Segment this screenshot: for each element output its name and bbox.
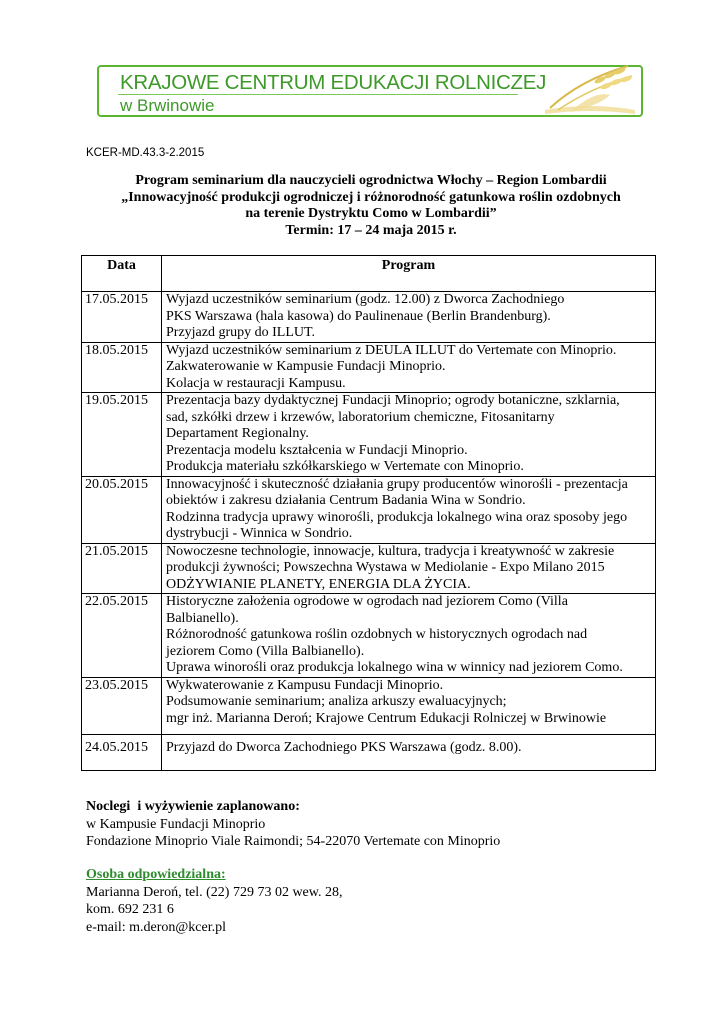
program-line: dystrybucji - Winnica w Sondrio. xyxy=(166,526,353,541)
column-header-program: Program xyxy=(162,256,656,292)
responsible-line: kom. 692 231 6 xyxy=(86,902,174,917)
row-program xyxy=(162,734,656,770)
table-row xyxy=(82,543,656,594)
program-line: jeziorem Como (Villa Balbianello). xyxy=(166,643,365,659)
table-row xyxy=(82,734,656,770)
header-title: KRAJOWE CENTRUM EDUKACJI ROLNICZEJ xyxy=(120,71,547,94)
row-program xyxy=(162,292,656,343)
program-line: Rodzinna tradycja uprawy winorośli, produkcja lokalnego wina oraz sposoby jego xyxy=(166,509,628,525)
program-table xyxy=(81,255,656,771)
program-line: Nowoczesne technologie, innowacje, kultura, tradycja i kreatywność w zakresie xyxy=(166,543,615,559)
program-line: Innowacyjność i skuteczność działania grupy producentów winorośli - prezentacja xyxy=(166,476,628,492)
header-subtitle: w Brwinowie xyxy=(120,96,215,115)
column-header-date: Data xyxy=(82,256,162,292)
row-date: 19.05.2015 xyxy=(82,393,162,477)
row-program xyxy=(162,594,656,678)
program-line: Uprawa winorośli oraz produkcja lokalnego wina w winnicy nad jeziorem Como. xyxy=(166,660,623,675)
program-line: Różnorodność gatunkowa roślin ozdobnych w historycznych ogrodach nad xyxy=(166,627,588,642)
table-row xyxy=(82,677,656,734)
program-line: PKS Warszawa (hala kasowa) do Paulinenaue (Berlin Brandenburg). xyxy=(166,308,551,324)
table-row xyxy=(82,393,656,477)
responsible-section xyxy=(86,866,342,936)
row-date: 24.05.2015 xyxy=(82,734,162,770)
table-row xyxy=(82,292,656,343)
title-line: Program seminarium dla nauczycieli ogrodnictwa Włochy – Region Lombardii xyxy=(135,173,607,188)
table-row xyxy=(82,476,656,543)
lodging-section xyxy=(86,798,500,851)
title-line: „Innowacyjność produkcji ogrodniczej i różnorodność gatunkowa roślin ozdobnych xyxy=(121,189,621,205)
responsible-email: e-mail: m.deron@kcer.pl xyxy=(86,919,227,935)
program-line: Wyjazd uczestników seminarium (godz. 12.00) z Dworca Zachodniego xyxy=(166,292,565,307)
program-line: Podsumowanie seminarium; analiza arkuszy ewaluacyjnych; xyxy=(166,694,507,709)
program-line: Produkcja materiału szkółkarskiego w Vertemate con Minoprio. xyxy=(166,459,524,474)
row-program xyxy=(162,393,656,477)
program-line: produkcji żywności; Powszechna Wystawa w Mediolanie - Expo Milano 2015 xyxy=(166,560,605,575)
program-line: Prezentacja bazy dydaktycznej Fundacji Minoprio; ogrody botaniczne, szklarnia, xyxy=(166,393,620,408)
program-line: Przyjazd do Dworca Zachodniego PKS Warszawa (godz. 8.00). xyxy=(166,739,522,755)
program-line: Wyjazd uczestników seminarium z DEULA ILLUT do Vertemate con Minoprio. xyxy=(166,342,617,358)
program-line: obiektów i zakresu działania Centrum Badania Wina w Sondrio. xyxy=(166,493,526,508)
program-line: Wykwaterowanie z Kampusu Fundacji Minoprio. xyxy=(166,677,444,693)
lodging-line: w Kampusie Fundacji Minoprio xyxy=(86,816,266,832)
page-title xyxy=(86,173,656,239)
program-line: ODŻYWIANIE PLANETY, ENERGIA DLA ŻYCIA. xyxy=(166,576,471,592)
row-date: 17.05.2015 xyxy=(82,292,162,343)
row-date: 18.05.2015 xyxy=(82,342,162,393)
program-line: mgr inż. Marianna Deroń; Krajowe Centrum Edukacji Rolniczej w Brwinowie xyxy=(166,710,607,726)
program-line: Kolacja w restauracji Kampusu. xyxy=(166,375,346,391)
row-program xyxy=(162,543,656,594)
lodging-heading: Noclegi i wyżywienie zaplanowano: xyxy=(86,799,300,814)
program-line: Departament Regionalny. xyxy=(166,426,309,441)
title-date-line: Termin: 17 – 24 maja 2015 r. xyxy=(285,222,457,238)
program-line: Przyjazd grupy do ILLUT. xyxy=(166,325,316,340)
responsible-label: Osoba odpowiedzialna: xyxy=(86,867,226,882)
row-date: 23.05.2015 xyxy=(82,677,162,734)
program-line: Zakwaterowanie w Kampusie Fundacji Minoprio. xyxy=(166,359,446,374)
row-date: 20.05.2015 xyxy=(82,476,162,543)
table-header-row xyxy=(82,256,656,292)
row-program xyxy=(162,476,656,543)
row-date: 21.05.2015 xyxy=(82,543,162,594)
document-code: KCER-MD.43.3-2.2015 xyxy=(86,147,205,159)
responsible-line: Marianna Deroń, tel. (22) 729 73 02 wew. 28, xyxy=(86,884,343,900)
program-line: sad, szkółki drzew i krzewów, laboratorium chemiczne, Fitosanitarny xyxy=(166,409,555,425)
row-date: 22.05.2015 xyxy=(82,594,162,678)
row-program xyxy=(162,342,656,393)
program-line: Prezentacja modelu kształcenia w Fundacji Minoprio. xyxy=(166,442,468,458)
wheat-icon xyxy=(540,60,640,116)
title-line: na terenie Dystryktu Como w Lombardii” xyxy=(245,206,497,221)
program-line: Historyczne założenia ogrodowe w ogrodach nad jeziorem Como (Villa xyxy=(166,594,568,609)
row-program xyxy=(162,677,656,734)
lodging-line: Fondazione Minoprio Viale Raimondi; 54-22070 Vertemate con Minoprio xyxy=(86,834,501,849)
program-line: Balbianello). xyxy=(166,610,239,626)
table-row xyxy=(82,594,656,678)
table-row xyxy=(82,342,656,393)
